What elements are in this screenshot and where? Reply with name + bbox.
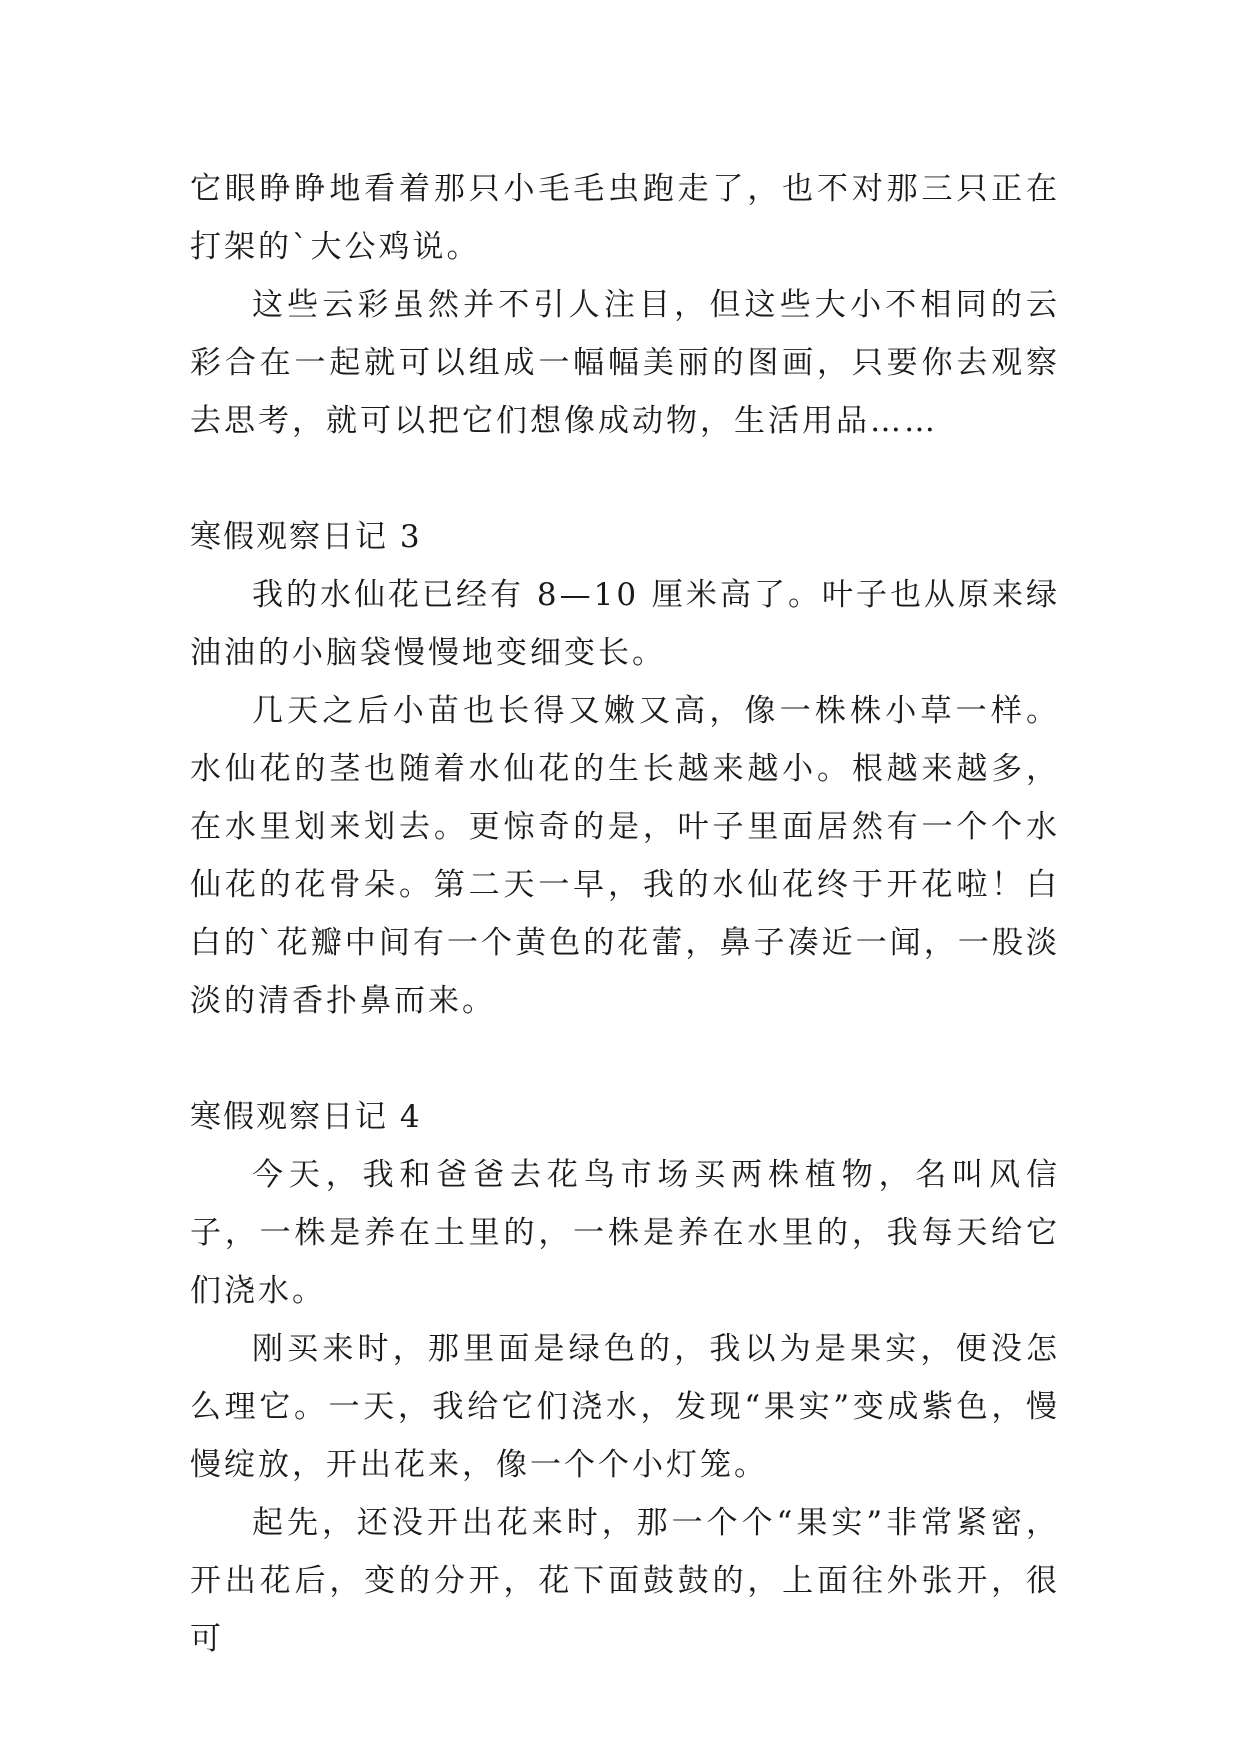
paragraph-continued: 它眼睁睁地看着那只小毛毛虫跑走了，也不对那三只正在打架的`大公鸡说。 xyxy=(190,171,1060,265)
document-body xyxy=(190,160,1060,1668)
paragraph: 起先，还没开出花来时，那一个个“果实”非常紧密，开出花后，变的分开，花下面鼓鼓的，上面往外张开，很可 xyxy=(190,1505,1060,1657)
section-spacer xyxy=(190,450,1060,508)
paragraph: 这些云彩虽然并不引人注目，但这些大小不相同的云彩合在一起就可以组成一幅幅美丽的图画，只要你去观察去思考，就可以把它们想像成动物，生活用品…… xyxy=(190,287,1060,439)
section-spacer xyxy=(190,1030,1060,1088)
paragraph: 几天之后小苗也长得又嫩又高，像一株株小草一样。水仙花的茎也随着水仙花的生长越来越小。根越来越多，在水里划来划去。更惊奇的是，叶子里面居然有一个个水仙花的花骨朵。第二天一早，我的水仙花终于开花啦！白白的`花瓣中间有一个黄色的花蕾，鼻子凑近一闻，一股淡淡的清香扑鼻而来。 xyxy=(190,693,1060,1019)
section-title-diary-4: 寒假观察日记 4 xyxy=(190,1099,422,1135)
section-title-diary-3: 寒假观察日记 3 xyxy=(190,519,422,555)
paragraph: 今天，我和爸爸去花鸟市场买两株植物，名叫风信子，一株是养在土里的，一株是养在水里的，我每天给它们浇水。 xyxy=(190,1157,1060,1309)
paragraph: 刚买来时，那里面是绿色的，我以为是果实，便没怎么理它。一天，我给它们浇水，发现“果实”变成紫色，慢慢绽放，开出花来，像一个个小灯笼。 xyxy=(190,1331,1060,1483)
paragraph: 我的水仙花已经有 8—10 厘米高了。叶子也从原来绿油油的小脑袋慢慢地变细变长。 xyxy=(190,577,1060,671)
